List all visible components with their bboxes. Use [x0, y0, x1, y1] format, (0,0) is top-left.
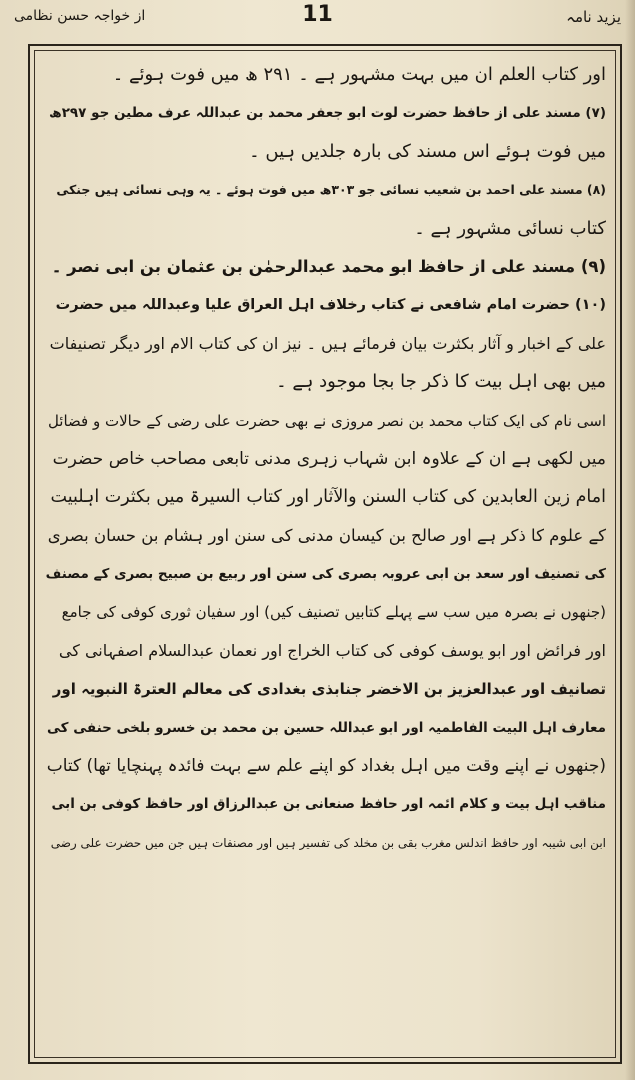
text-line: (۱۰) حضرت امام شافعی نے کتاب رخلاف اہل العراق علیا وعبداللہ میں حضرت	[55, 297, 606, 314]
text-line: میں بھی اہل بیت کا ذکر جا بجا موجود ہے ۔	[276, 371, 606, 393]
text-body	[40, 56, 612, 1056]
running-book-title: یزید نامہ	[566, 8, 621, 26]
text-line: تصانیف اور عبدالعزیز بن الاخضر جنابذی بغدادی کی معالم العترۃ النبویہ اور	[52, 680, 606, 699]
text-line: (۹) مسند علی از حافظ ابو محمد عبدالرحمٰن بن عثمان بن ابی نصر ۔	[51, 256, 606, 276]
text-line: (جنھوں نے بصرہ میں سب سے پہلے کتابیں تصنیف کیں) اور سفیان ثوری کوفی کی جامع	[61, 603, 606, 622]
text-line: مناقب اہل بیت و کلام ائمہ اور حافظ صنعانی بن عبدالرزاق اور حافظ کوفی بن ابی	[51, 796, 606, 813]
text-line: (۸) مسند علی احمد بن شعیب نسائی جو ۳۰۳ھ میں فوت ہوئے ۔ یہ وہی نسائی ہیں جنکی	[56, 182, 606, 198]
text-line: (۷) مسند علی از حافظ حضرت لوت ابو جعفر محمد بن عبداللہ عرف مطین جو ۲۹۷ھ	[49, 105, 606, 122]
page-number: 11	[302, 2, 333, 27]
text-line: ابن ابی شیبہ اور حافظ اندلس مغرب بقی بن مخلد کی تفسیر ہیں اور مصنفات ہیں جن میں حضرت علی رضی	[50, 835, 606, 850]
text-line: اسی نام کی ایک کتاب محمد بن نصر مروزی نے بھی حضرت علی رضی کے حالات و فضائل	[47, 411, 606, 430]
text-line: اور فرائض اور ابو یوسف کوفی کی کتاب الخراج اور نعمان عبدالسلام اصفہانی کی	[58, 640, 606, 660]
running-author: از خواجہ حسن نظامی	[14, 8, 146, 24]
page-header	[0, 0, 635, 44]
text-line: میں فوت ہوئے اس مسند کی بارہ جلدیں ہیں ۔	[249, 140, 606, 162]
text-line: کتاب نسائی مشہور ہے ۔	[414, 217, 606, 239]
text-line: (جنھوں نے اپنے وقت میں اہل بغداد کو اپنے علم سے بہت فائدہ پہنچایا تھا) کتاب	[46, 756, 606, 777]
page-spine-shadow	[625, 0, 635, 1080]
text-line: میں لکھی ہے ان کے علاوہ ابن شہاب زہری مدنی تابعی مصاحب خاص حضرت	[52, 448, 606, 469]
text-line: اور کتاب العلم ان میں بہت مشہور ہے ۔ ۲۹۱ ھ میں فوت ہوئے ۔	[112, 64, 606, 85]
text-line: معارف اہل البیت الفاطمیہ اور ابو عبداللہ حسین بن محمد بن خسرو بلخی حنفی کی	[46, 719, 606, 736]
text-line: کے علوم کا ذکر ہے اور صالح بن کیسان مدنی کی سنن اور ہشام بن حسان بصری	[47, 525, 606, 545]
text-line: علی کے اخبار و آثار بکثرت بیان فرمائے ہیں ۔ نیز ان کی کتاب الام اور دیگر تصنیفات	[49, 333, 606, 353]
text-line: امام زین العابدین کی کتاب السنن والآثار اور کتاب السیرۃ میں بکثرت اہلبیت	[50, 487, 606, 508]
text-line: کی تصنیف اور سعد بن ابی عروبہ بصری کی سنن اور ربیع بن صبیح بصری کے مصنف	[45, 566, 606, 583]
